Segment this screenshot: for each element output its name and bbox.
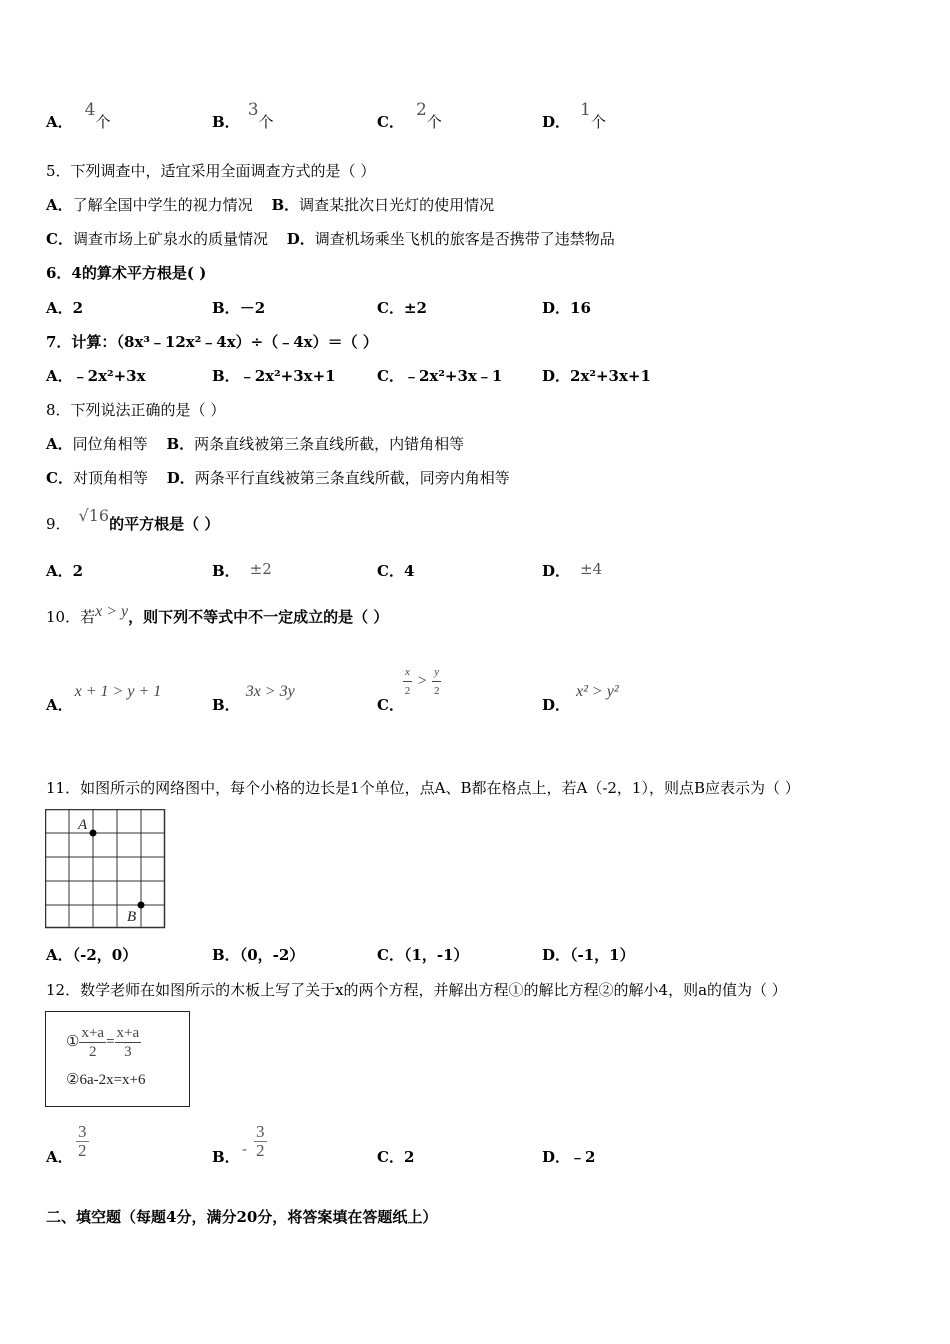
q11-option-d[interactable]: D．（-1，1）: [542, 946, 635, 964]
q9-option-b[interactable]: B． ±2: [212, 560, 272, 580]
q5-option-d[interactable]: D．调查机场乘坐飞机的旅客是否携带了违禁物品: [286, 230, 615, 248]
q4-option-c[interactable]: [377, 100, 442, 132]
q4-b-unit: 个: [258, 113, 274, 131]
q8-option-c[interactable]: C．对顶角相等: [46, 469, 148, 487]
q4-option-d[interactable]: [542, 100, 606, 132]
q7-stem: 7．计算：（8x³﹣12x²﹣4x）÷（﹣4x）＝（ ）: [46, 333, 378, 351]
q8-stem: 8．下列说法正确的是（ ）: [46, 401, 226, 419]
sqrt-16: √16: [78, 506, 110, 525]
q9-option-c[interactable]: C．4: [377, 562, 415, 580]
q6-stem: 6．4的算术平方根是( ): [46, 264, 207, 282]
q11-stem: 11．如图所示的网络图中，每个小格的边长是1个单位，点A、B都在格点上，若A（-2，1），则点B应表示为（ ）: [46, 779, 800, 797]
point-b: [138, 902, 145, 909]
q4-b-label: B．: [212, 113, 240, 131]
q5-stem: 5．下列调查中，适宜采用全面调查方式的是（ ）: [46, 162, 376, 180]
q9-option-d[interactable]: D． ±4: [542, 560, 603, 580]
q10-option-a[interactable]: A．x + 1 > y + 1: [46, 683, 162, 714]
q4-a-number: 4: [84, 100, 96, 120]
q10-option-c[interactable]: C． $\frac{x}{2}$ > $\frac{y}{2}$: [377, 695, 404, 715]
equation-2: ②6a-2x=x+6: [66, 1072, 146, 1088]
q10-c-inequality: $\frac{x}{2}$ > $\frac{y}{2}$: [403, 663, 441, 700]
q4-c-unit: 个: [426, 113, 442, 131]
point-a-label: A: [78, 817, 88, 833]
equation-1: ① $\frac{x+a}{2}$ = $\frac{x+a}{3}$: [66, 1025, 140, 1060]
q7-option-a[interactable]: A．﹣2x²+3x: [46, 367, 146, 385]
q4-a-unit: 个: [95, 113, 111, 131]
q8-option-a[interactable]: A．同位角相等: [46, 435, 148, 453]
q10-condition: x > y: [95, 603, 129, 620]
q10-option-d[interactable]: D．x² > y²: [542, 683, 619, 714]
q4-option-b[interactable]: [212, 100, 274, 132]
q4-d-number: 1: [580, 100, 591, 120]
q4-c-label: C．: [377, 113, 404, 131]
point-b-label: B: [127, 909, 137, 925]
q4-a-label: A．: [46, 113, 73, 131]
q6-option-c[interactable]: C．±2: [377, 299, 427, 317]
q8-options-row1: [46, 434, 464, 454]
q4-d-label: D．: [542, 113, 571, 131]
q12-option-c[interactable]: C．2: [377, 1148, 415, 1166]
equation-board: [45, 1011, 190, 1107]
q6-option-b[interactable]: B．－2: [212, 299, 266, 317]
q5-option-a[interactable]: A．了解全国中学生的视力情况: [46, 196, 253, 214]
q12-option-d[interactable]: D．﹣2: [542, 1148, 596, 1166]
grid-diagram: [45, 809, 166, 930]
q7-option-c[interactable]: C．﹣2x²+3x﹣1: [377, 367, 503, 385]
q10-stem: 10．若x > y，则下列不等式中不一定成立的是（ ）: [46, 603, 389, 626]
q8-options-row2: [46, 468, 510, 488]
point-a: [90, 830, 97, 837]
q7-expression: （8x³﹣12x²﹣4x）÷（﹣4x）＝（ ）: [116, 333, 378, 351]
q8-option-d[interactable]: D．两条平行直线被第三条直线所截，同旁内角相等: [166, 469, 510, 487]
q7-option-d[interactable]: D．2x²+3x+1: [542, 367, 651, 385]
q12-option-b[interactable]: B． - $\frac{3}{2}$: [212, 1122, 265, 1166]
q9-option-a[interactable]: A．2: [46, 562, 84, 580]
q4-option-a[interactable]: [46, 100, 111, 132]
q4-d-unit: 个: [590, 113, 606, 131]
q6-option-d[interactable]: D．16: [542, 299, 591, 317]
section-2-heading: 二、填空题（每题4分，满分20分，将答案填在答题纸上）: [46, 1208, 438, 1226]
q4-c-number: 2: [415, 100, 427, 120]
q9-stem: 9． √16的平方根是（ ）: [46, 506, 220, 533]
q5-option-c[interactable]: C．调查市场上矿泉水的质量情况: [46, 230, 268, 248]
q4-b-number: 3: [247, 100, 259, 120]
q10-option-b[interactable]: B．3x > 3y: [212, 683, 295, 714]
q7-option-b[interactable]: B．﹣2x²+3x+1: [212, 367, 336, 385]
q5-option-b[interactable]: B．调查某批次日光灯的使用情况: [271, 196, 495, 214]
q6-option-a[interactable]: A．2: [46, 299, 84, 317]
q5-options-row1: [46, 195, 494, 215]
q12-option-a[interactable]: A． $\frac{3}{2}$: [46, 1122, 87, 1166]
q11-option-a[interactable]: A．（-2，0）: [46, 946, 138, 964]
q11-option-b[interactable]: B．（0，-2）: [212, 946, 305, 964]
q11-option-c[interactable]: C．（1，-1）: [377, 946, 469, 964]
q12-stem: 12．数学老师在如图所示的木板上写了关于x的两个方程，并解出方程①的解比方程②的解小4，则a的值为（ ）: [46, 981, 787, 999]
q8-option-b[interactable]: B．两条直线被第三条直线所截，内错角相等: [166, 435, 465, 453]
q5-options-row2: [46, 229, 615, 249]
